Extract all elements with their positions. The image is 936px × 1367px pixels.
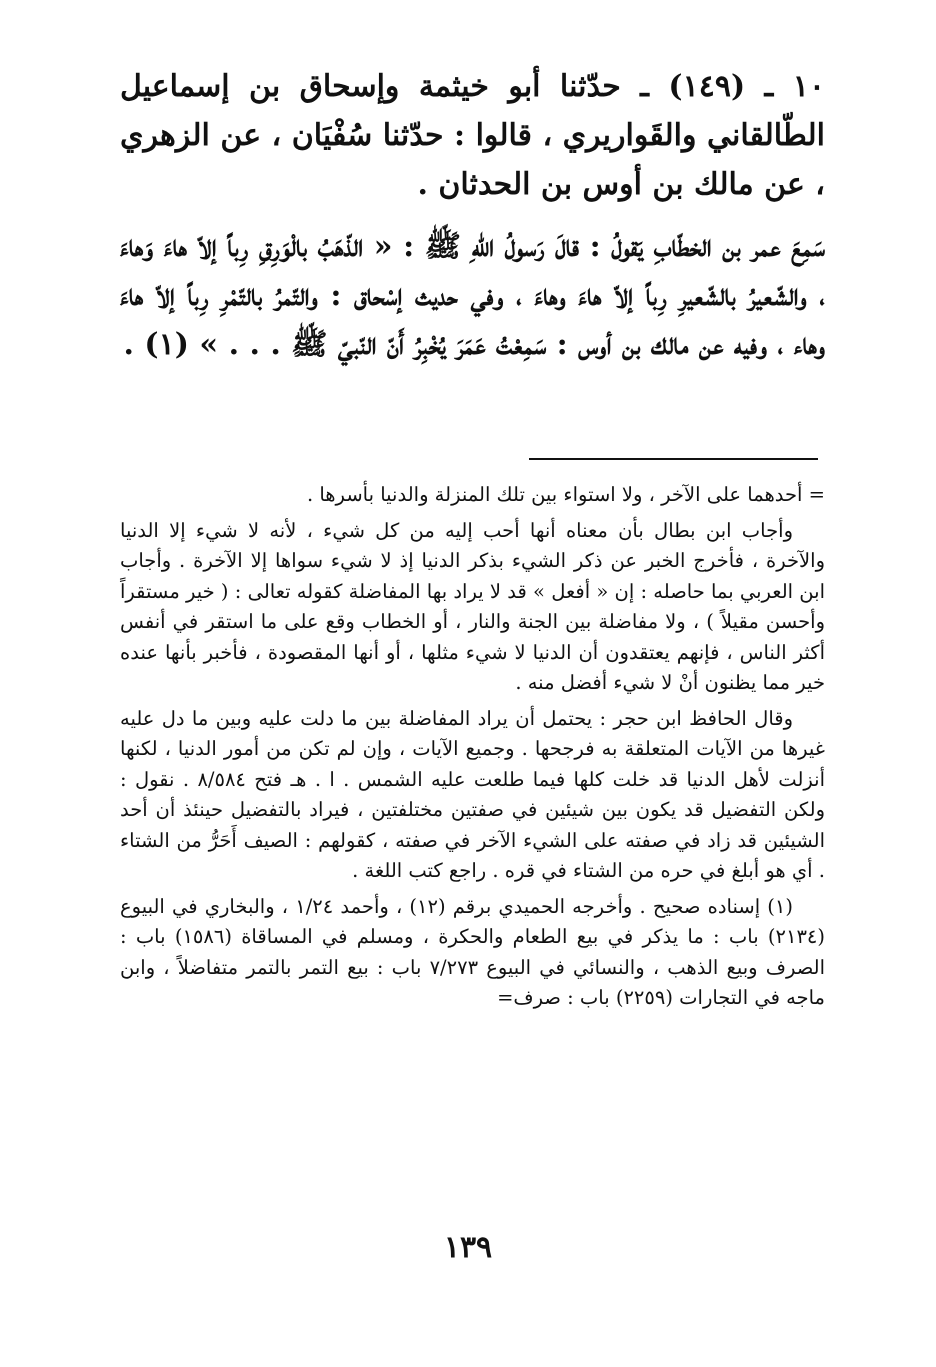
page-number: ١٣٩ xyxy=(443,1230,493,1265)
footnotes-section xyxy=(120,480,825,1019)
footnote-paragraph: وقال الحافظ ابن حجر : يحتمل أن يراد المفاضلة بين ما دلت عليه وبين ما دل عليه غيرها من الآيات المتعلقة به فرجحها . وجميع الآيات ، وإن لم تكن من أمور الدنيا ، لكنها أنزلت لأهل الدنيا قد خلت كلها فيما طلعت عليه الشمس . ا . هـ فتح ٨/٥٨٤ . نقول : ولكن التفضيل قد يكون بين شيئين في صفتين مختلفتين ، فيراد بالتفضيل حينئذ أن أحد الشيئين قد زاد في صفته على الشيء الآخر في صفته ، كقولهم : الصيف أَحَرُّ من الشتاء . أي هو أبلغ في حره من الشتاء في قره . راجع كتب اللغة . xyxy=(120,706,825,882)
hadith-section xyxy=(120,62,825,369)
footnote-separator xyxy=(529,458,818,460)
isnad-paragraph: ١٠ ـ (١٤٩) ـ حدّثنا أبو خيثمة وإسحاق بن إسماعيل الطّالقاني والقَواريري ، قالوا : حدّثنا سُفْيَان ، عن الزهري ، عن مالك بن أوس بن الحدثان . xyxy=(120,69,825,202)
footnote-paragraph: وأجاب ابن بطال بأن معناه أنها أحب إليه من كل شيء ، لأنه لا شيء إلا الدنيا والآخرة ، فأخرج الخبر عن ذكر الشيء بذكر الدنيا إذ لا شيء سواها إلا الآخرة . وأجاب ابن العربي بما حاصله : إن « أفعل » قد لا يراد بها المفاضلة كقوله تعالى : ( خير مستقراً وأحسن مقيلاً ) ، ولا مفاضلة بين الجنة والنار ، أو الخطاب وقع على ما استقر في أنفس أكثر الناس ، فإنهم يعتقدون أن الدنيا لا شيء مثلها ، أو أنها المقصودة ، فأخبر بأنها عنده خير مما يظنون أنْ لا شيء أفضل منه . xyxy=(120,518,825,694)
main-text-block xyxy=(120,62,825,369)
hadith-paragraph: سَمِعَ عمر بن الخطّابِ يَقولُ : قالَ رَسولُ اللّهِ ﷺ : « الذّهَبُ بالْوَرِقِ رِباً إلاّ هاءَ وَهاءَ ، والشّعيرُ بالشّعيرِ رِباً إلاّ هاءَ وهاءَ ، وفي حديث إسْحاق : والتّمرُ بالتّمْرِ رِباً إلاّ هاءَ وهاء ، وفيه عن مالك بن أوس : سَمِعْتُ عَمَرَ يُخْبِرُ أَنّ النّبيّ ﷺ . . . » (١) . xyxy=(120,229,825,362)
footnote-1: (١) إسناده صحيح . وأخرجه الحميدي برقم (١٢) ، وأحمد ١/٢٤ ، والبخاري في البيوع (٢١٣٤) باب : ما يذكر في بيع الطعام والحكرة ، ومسلم في المساقاة (١٥٨٦) باب : الصرف وبيع الذهب ، والنسائي في البيوع ٧/٢٧٣ باب : بيع التمر بالتمر متفاضلاً ، وابن ماجه في التجارات (٢٢٥٩) باب : صرف= xyxy=(120,894,826,1009)
footnote-continuation: = أحدهما على الآخر ، ولا استواء بين تلك المنزلة والدنيا بأسرها . xyxy=(306,483,825,506)
